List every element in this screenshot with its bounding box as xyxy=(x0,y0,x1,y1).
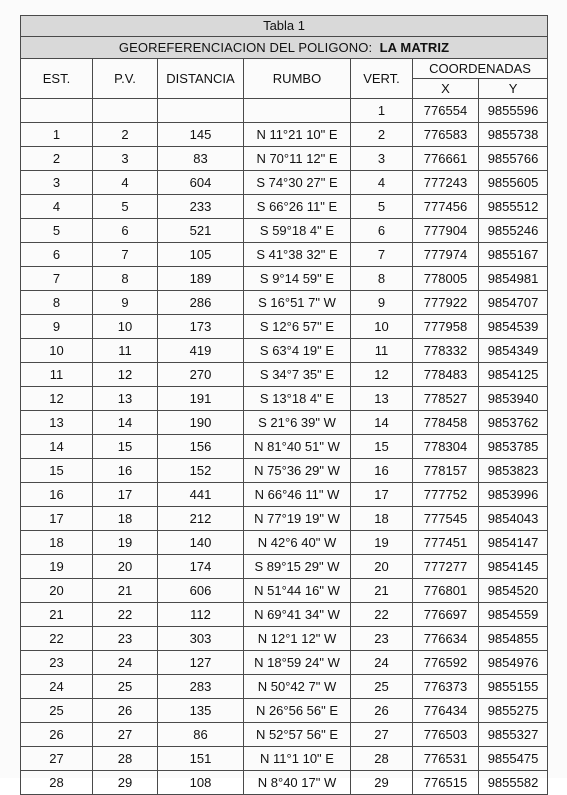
cell-pv: 18 xyxy=(93,507,158,531)
cell-pv: 14 xyxy=(93,411,158,435)
cell-est: 1 xyxy=(21,123,93,147)
cell-est: 15 xyxy=(21,459,93,483)
cell-vert: 10 xyxy=(351,315,413,339)
cell-est: 2 xyxy=(21,147,93,171)
cell-est: 17 xyxy=(21,507,93,531)
cell-est: 16 xyxy=(21,483,93,507)
cell-x: 777922 xyxy=(413,291,479,315)
cell-rumbo: N 75°36 29" W xyxy=(244,459,351,483)
cell-rumbo: S 66°26 11" E xyxy=(244,195,351,219)
cell-x: 776697 xyxy=(413,603,479,627)
table-row xyxy=(21,387,548,411)
cell-distancia: 419 xyxy=(158,339,244,363)
cell-distancia: 189 xyxy=(158,267,244,291)
cell-y: 9854981 xyxy=(479,267,548,291)
cell-distancia: 83 xyxy=(158,147,244,171)
cell-x: 778304 xyxy=(413,435,479,459)
cell-x: 778483 xyxy=(413,363,479,387)
table-row xyxy=(21,411,548,435)
cell-rumbo: S 34°7 35" E xyxy=(244,363,351,387)
cell-rumbo: S 16°51 7" W xyxy=(244,291,351,315)
cell-y: 9855475 xyxy=(479,747,548,771)
cell-y: 9855155 xyxy=(479,675,548,699)
cell-y: 9855582 xyxy=(479,771,548,795)
cell-x: 777974 xyxy=(413,243,479,267)
georeference-table xyxy=(20,15,548,795)
cell-est: 23 xyxy=(21,651,93,675)
cell-rumbo xyxy=(244,99,351,123)
cell-x: 776661 xyxy=(413,147,479,171)
cell-pv: 26 xyxy=(93,699,158,723)
table-row xyxy=(21,627,548,651)
cell-distancia: 191 xyxy=(158,387,244,411)
cell-rumbo: N 81°40 51" W xyxy=(244,435,351,459)
header-est: EST. xyxy=(21,59,93,99)
cell-vert: 14 xyxy=(351,411,413,435)
table-row xyxy=(21,579,548,603)
cell-rumbo: N 26°56 56" E xyxy=(244,699,351,723)
cell-vert: 7 xyxy=(351,243,413,267)
table-row xyxy=(21,195,548,219)
table-row xyxy=(21,99,548,123)
cell-y: 9853940 xyxy=(479,387,548,411)
cell-rumbo: S 9°14 59" E xyxy=(244,267,351,291)
table-row xyxy=(21,747,548,771)
cell-distancia: 112 xyxy=(158,603,244,627)
cell-x: 778458 xyxy=(413,411,479,435)
cell-pv: 12 xyxy=(93,363,158,387)
cell-distancia: 286 xyxy=(158,291,244,315)
table-row xyxy=(21,339,548,363)
cell-rumbo: N 42°6 40" W xyxy=(244,531,351,555)
cell-y: 9855512 xyxy=(479,195,548,219)
cell-y: 9855246 xyxy=(479,219,548,243)
cell-x: 778332 xyxy=(413,339,479,363)
cell-distancia: 140 xyxy=(158,531,244,555)
cell-rumbo: N 70°11 12" E xyxy=(244,147,351,171)
cell-est: 21 xyxy=(21,603,93,627)
cell-pv: 17 xyxy=(93,483,158,507)
cell-y: 9853762 xyxy=(479,411,548,435)
cell-rumbo: N 11°21 10" E xyxy=(244,123,351,147)
cell-est: 6 xyxy=(21,243,93,267)
cell-distancia: 212 xyxy=(158,507,244,531)
cell-est: 28 xyxy=(21,771,93,795)
table-row xyxy=(21,123,548,147)
cell-pv: 7 xyxy=(93,243,158,267)
header-rumbo: RUMBO xyxy=(244,59,351,99)
table-row xyxy=(21,723,548,747)
cell-y: 9854539 xyxy=(479,315,548,339)
cell-est: 5 xyxy=(21,219,93,243)
table-title: Tabla 1 xyxy=(21,16,548,37)
cell-y: 9854145 xyxy=(479,555,548,579)
cell-y: 9855167 xyxy=(479,243,548,267)
cell-rumbo: S 59°18 4" E xyxy=(244,219,351,243)
cell-vert: 15 xyxy=(351,435,413,459)
cell-pv: 24 xyxy=(93,651,158,675)
cell-est: 20 xyxy=(21,579,93,603)
cell-pv: 4 xyxy=(93,171,158,195)
cell-y: 9855738 xyxy=(479,123,548,147)
header-vert: VERT. xyxy=(351,59,413,99)
cell-vert: 11 xyxy=(351,339,413,363)
cell-vert: 24 xyxy=(351,651,413,675)
cell-vert: 21 xyxy=(351,579,413,603)
cell-y: 9854855 xyxy=(479,627,548,651)
cell-est: 27 xyxy=(21,747,93,771)
table-row xyxy=(21,459,548,483)
cell-vert: 16 xyxy=(351,459,413,483)
cell-x: 777958 xyxy=(413,315,479,339)
cell-y: 9855275 xyxy=(479,699,548,723)
cell-y: 9854147 xyxy=(479,531,548,555)
cell-vert: 3 xyxy=(351,147,413,171)
cell-rumbo: N 8°40 17" W xyxy=(244,771,351,795)
cell-distancia: 135 xyxy=(158,699,244,723)
cell-y: 9854349 xyxy=(479,339,548,363)
cell-est: 25 xyxy=(21,699,93,723)
cell-distancia: 105 xyxy=(158,243,244,267)
cell-pv: 25 xyxy=(93,675,158,699)
table-row xyxy=(21,675,548,699)
cell-distancia: 108 xyxy=(158,771,244,795)
table-row xyxy=(21,507,548,531)
header-pv: P.V. xyxy=(93,59,158,99)
subtitle-prefix: GEOREFERENCIACION DEL POLIGONO: xyxy=(118,40,373,55)
cell-vert: 6 xyxy=(351,219,413,243)
cell-distancia: 145 xyxy=(158,123,244,147)
table-row xyxy=(21,315,548,339)
cell-distancia: 521 xyxy=(158,219,244,243)
cell-x: 776634 xyxy=(413,627,479,651)
cell-x: 776434 xyxy=(413,699,479,723)
table-row xyxy=(21,435,548,459)
cell-vert: 28 xyxy=(351,747,413,771)
cell-vert: 4 xyxy=(351,171,413,195)
cell-vert: 12 xyxy=(351,363,413,387)
table-row xyxy=(21,171,548,195)
cell-y: 9853996 xyxy=(479,483,548,507)
cell-rumbo: S 89°15 29" W xyxy=(244,555,351,579)
header-y: Y xyxy=(479,79,548,99)
cell-x: 776373 xyxy=(413,675,479,699)
cell-x: 777277 xyxy=(413,555,479,579)
cell-pv: 29 xyxy=(93,771,158,795)
cell-y: 9854976 xyxy=(479,651,548,675)
cell-vert: 17 xyxy=(351,483,413,507)
cell-vert: 26 xyxy=(351,699,413,723)
cell-y: 9854520 xyxy=(479,579,548,603)
table-row xyxy=(21,147,548,171)
cell-est: 12 xyxy=(21,387,93,411)
cell-pv: 20 xyxy=(93,555,158,579)
cell-x: 777752 xyxy=(413,483,479,507)
cell-x: 777451 xyxy=(413,531,479,555)
cell-rumbo: N 50°42 7" W xyxy=(244,675,351,699)
cell-x: 777456 xyxy=(413,195,479,219)
cell-rumbo: N 12°1 12" W xyxy=(244,627,351,651)
table-row xyxy=(21,699,548,723)
cell-y: 9854125 xyxy=(479,363,548,387)
cell-pv: 6 xyxy=(93,219,158,243)
cell-vert: 18 xyxy=(351,507,413,531)
cell-vert: 13 xyxy=(351,387,413,411)
cell-x: 776592 xyxy=(413,651,479,675)
cell-vert: 19 xyxy=(351,531,413,555)
cell-est: 14 xyxy=(21,435,93,459)
cell-x: 777545 xyxy=(413,507,479,531)
cell-vert: 2 xyxy=(351,123,413,147)
cell-est: 26 xyxy=(21,723,93,747)
header-x: X xyxy=(413,79,479,99)
cell-rumbo: S 13°18 4" E xyxy=(244,387,351,411)
cell-distancia: 604 xyxy=(158,171,244,195)
cell-x: 776801 xyxy=(413,579,479,603)
cell-vert: 20 xyxy=(351,555,413,579)
cell-x: 776583 xyxy=(413,123,479,147)
table-row xyxy=(21,651,548,675)
cell-vert: 5 xyxy=(351,195,413,219)
cell-x: 776503 xyxy=(413,723,479,747)
cell-y: 9855605 xyxy=(479,171,548,195)
cell-vert: 8 xyxy=(351,267,413,291)
table-row xyxy=(21,219,548,243)
cell-est: 18 xyxy=(21,531,93,555)
cell-distancia: 156 xyxy=(158,435,244,459)
cell-est: 3 xyxy=(21,171,93,195)
cell-pv: 5 xyxy=(93,195,158,219)
cell-est: 19 xyxy=(21,555,93,579)
cell-rumbo: S 74°30 27" E xyxy=(244,171,351,195)
header-row xyxy=(21,59,548,79)
cell-vert: 27 xyxy=(351,723,413,747)
cell-pv: 13 xyxy=(93,387,158,411)
table-row xyxy=(21,243,548,267)
cell-est: 22 xyxy=(21,627,93,651)
table-row xyxy=(21,483,548,507)
cell-rumbo: S 21°6 39" W xyxy=(244,411,351,435)
cell-est xyxy=(21,99,93,123)
cell-pv: 28 xyxy=(93,747,158,771)
cell-est: 10 xyxy=(21,339,93,363)
cell-pv: 22 xyxy=(93,603,158,627)
cell-distancia: 303 xyxy=(158,627,244,651)
cell-x: 776515 xyxy=(413,771,479,795)
cell-y: 9854559 xyxy=(479,603,548,627)
cell-pv: 3 xyxy=(93,147,158,171)
cell-rumbo: N 66°46 11" W xyxy=(244,483,351,507)
cell-distancia: 606 xyxy=(158,579,244,603)
cell-x: 777904 xyxy=(413,219,479,243)
cell-y: 9855596 xyxy=(479,99,548,123)
cell-est: 13 xyxy=(21,411,93,435)
cell-vert: 29 xyxy=(351,771,413,795)
cell-distancia: 151 xyxy=(158,747,244,771)
table-subtitle xyxy=(21,37,548,59)
cell-y: 9855327 xyxy=(479,723,548,747)
cell-rumbo: S 63°4 19" E xyxy=(244,339,351,363)
cell-distancia: 127 xyxy=(158,651,244,675)
cell-pv xyxy=(93,99,158,123)
cell-pv: 15 xyxy=(93,435,158,459)
cell-distancia: 86 xyxy=(158,723,244,747)
table-subtitle-row xyxy=(21,37,548,59)
cell-distancia: 173 xyxy=(158,315,244,339)
cell-distancia: 441 xyxy=(158,483,244,507)
cell-rumbo: N 18°59 24" W xyxy=(244,651,351,675)
cell-y: 9854043 xyxy=(479,507,548,531)
cell-distancia xyxy=(158,99,244,123)
cell-pv: 9 xyxy=(93,291,158,315)
cell-distancia: 190 xyxy=(158,411,244,435)
cell-pv: 2 xyxy=(93,123,158,147)
cell-pv: 8 xyxy=(93,267,158,291)
table-row xyxy=(21,267,548,291)
cell-rumbo: S 41°38 32" E xyxy=(244,243,351,267)
table-row xyxy=(21,291,548,315)
cell-est: 7 xyxy=(21,267,93,291)
cell-pv: 10 xyxy=(93,315,158,339)
cell-distancia: 270 xyxy=(158,363,244,387)
cell-vert: 9 xyxy=(351,291,413,315)
table-title-row xyxy=(21,16,548,37)
cell-x: 778527 xyxy=(413,387,479,411)
cell-pv: 27 xyxy=(93,723,158,747)
table-row xyxy=(21,363,548,387)
cell-x: 776531 xyxy=(413,747,479,771)
cell-distancia: 233 xyxy=(158,195,244,219)
table-row xyxy=(21,603,548,627)
cell-est: 9 xyxy=(21,315,93,339)
cell-distancia: 174 xyxy=(158,555,244,579)
cell-x: 778005 xyxy=(413,267,479,291)
cell-y: 9854707 xyxy=(479,291,548,315)
cell-vert: 25 xyxy=(351,675,413,699)
header-coordenadas: COORDENADAS xyxy=(413,59,548,79)
table-row xyxy=(21,555,548,579)
cell-x: 777243 xyxy=(413,171,479,195)
cell-vert: 22 xyxy=(351,603,413,627)
cell-rumbo: N 77°19 19" W xyxy=(244,507,351,531)
cell-distancia: 152 xyxy=(158,459,244,483)
cell-rumbo: S 12°6 57" E xyxy=(244,315,351,339)
cell-vert: 1 xyxy=(351,99,413,123)
cell-pv: 21 xyxy=(93,579,158,603)
cell-pv: 23 xyxy=(93,627,158,651)
cell-y: 9853785 xyxy=(479,435,548,459)
cell-est: 4 xyxy=(21,195,93,219)
cell-est: 24 xyxy=(21,675,93,699)
cell-rumbo: N 69°41 34" W xyxy=(244,603,351,627)
cell-est: 11 xyxy=(21,363,93,387)
cell-x: 778157 xyxy=(413,459,479,483)
cell-rumbo: N 52°57 56" E xyxy=(244,723,351,747)
cell-vert: 23 xyxy=(351,627,413,651)
cell-pv: 11 xyxy=(93,339,158,363)
cell-rumbo: N 11°1 10" E xyxy=(244,747,351,771)
header-distancia: DISTANCIA xyxy=(158,59,244,99)
cell-pv: 16 xyxy=(93,459,158,483)
cell-y: 9853823 xyxy=(479,459,548,483)
cell-pv: 19 xyxy=(93,531,158,555)
table-row xyxy=(21,771,548,795)
cell-rumbo: N 51°44 16" W xyxy=(244,579,351,603)
table-row xyxy=(21,531,548,555)
polygon-name: LA MATRIZ xyxy=(379,40,450,55)
cell-est: 8 xyxy=(21,291,93,315)
cell-distancia: 283 xyxy=(158,675,244,699)
cell-x: 776554 xyxy=(413,99,479,123)
cell-y: 9855766 xyxy=(479,147,548,171)
